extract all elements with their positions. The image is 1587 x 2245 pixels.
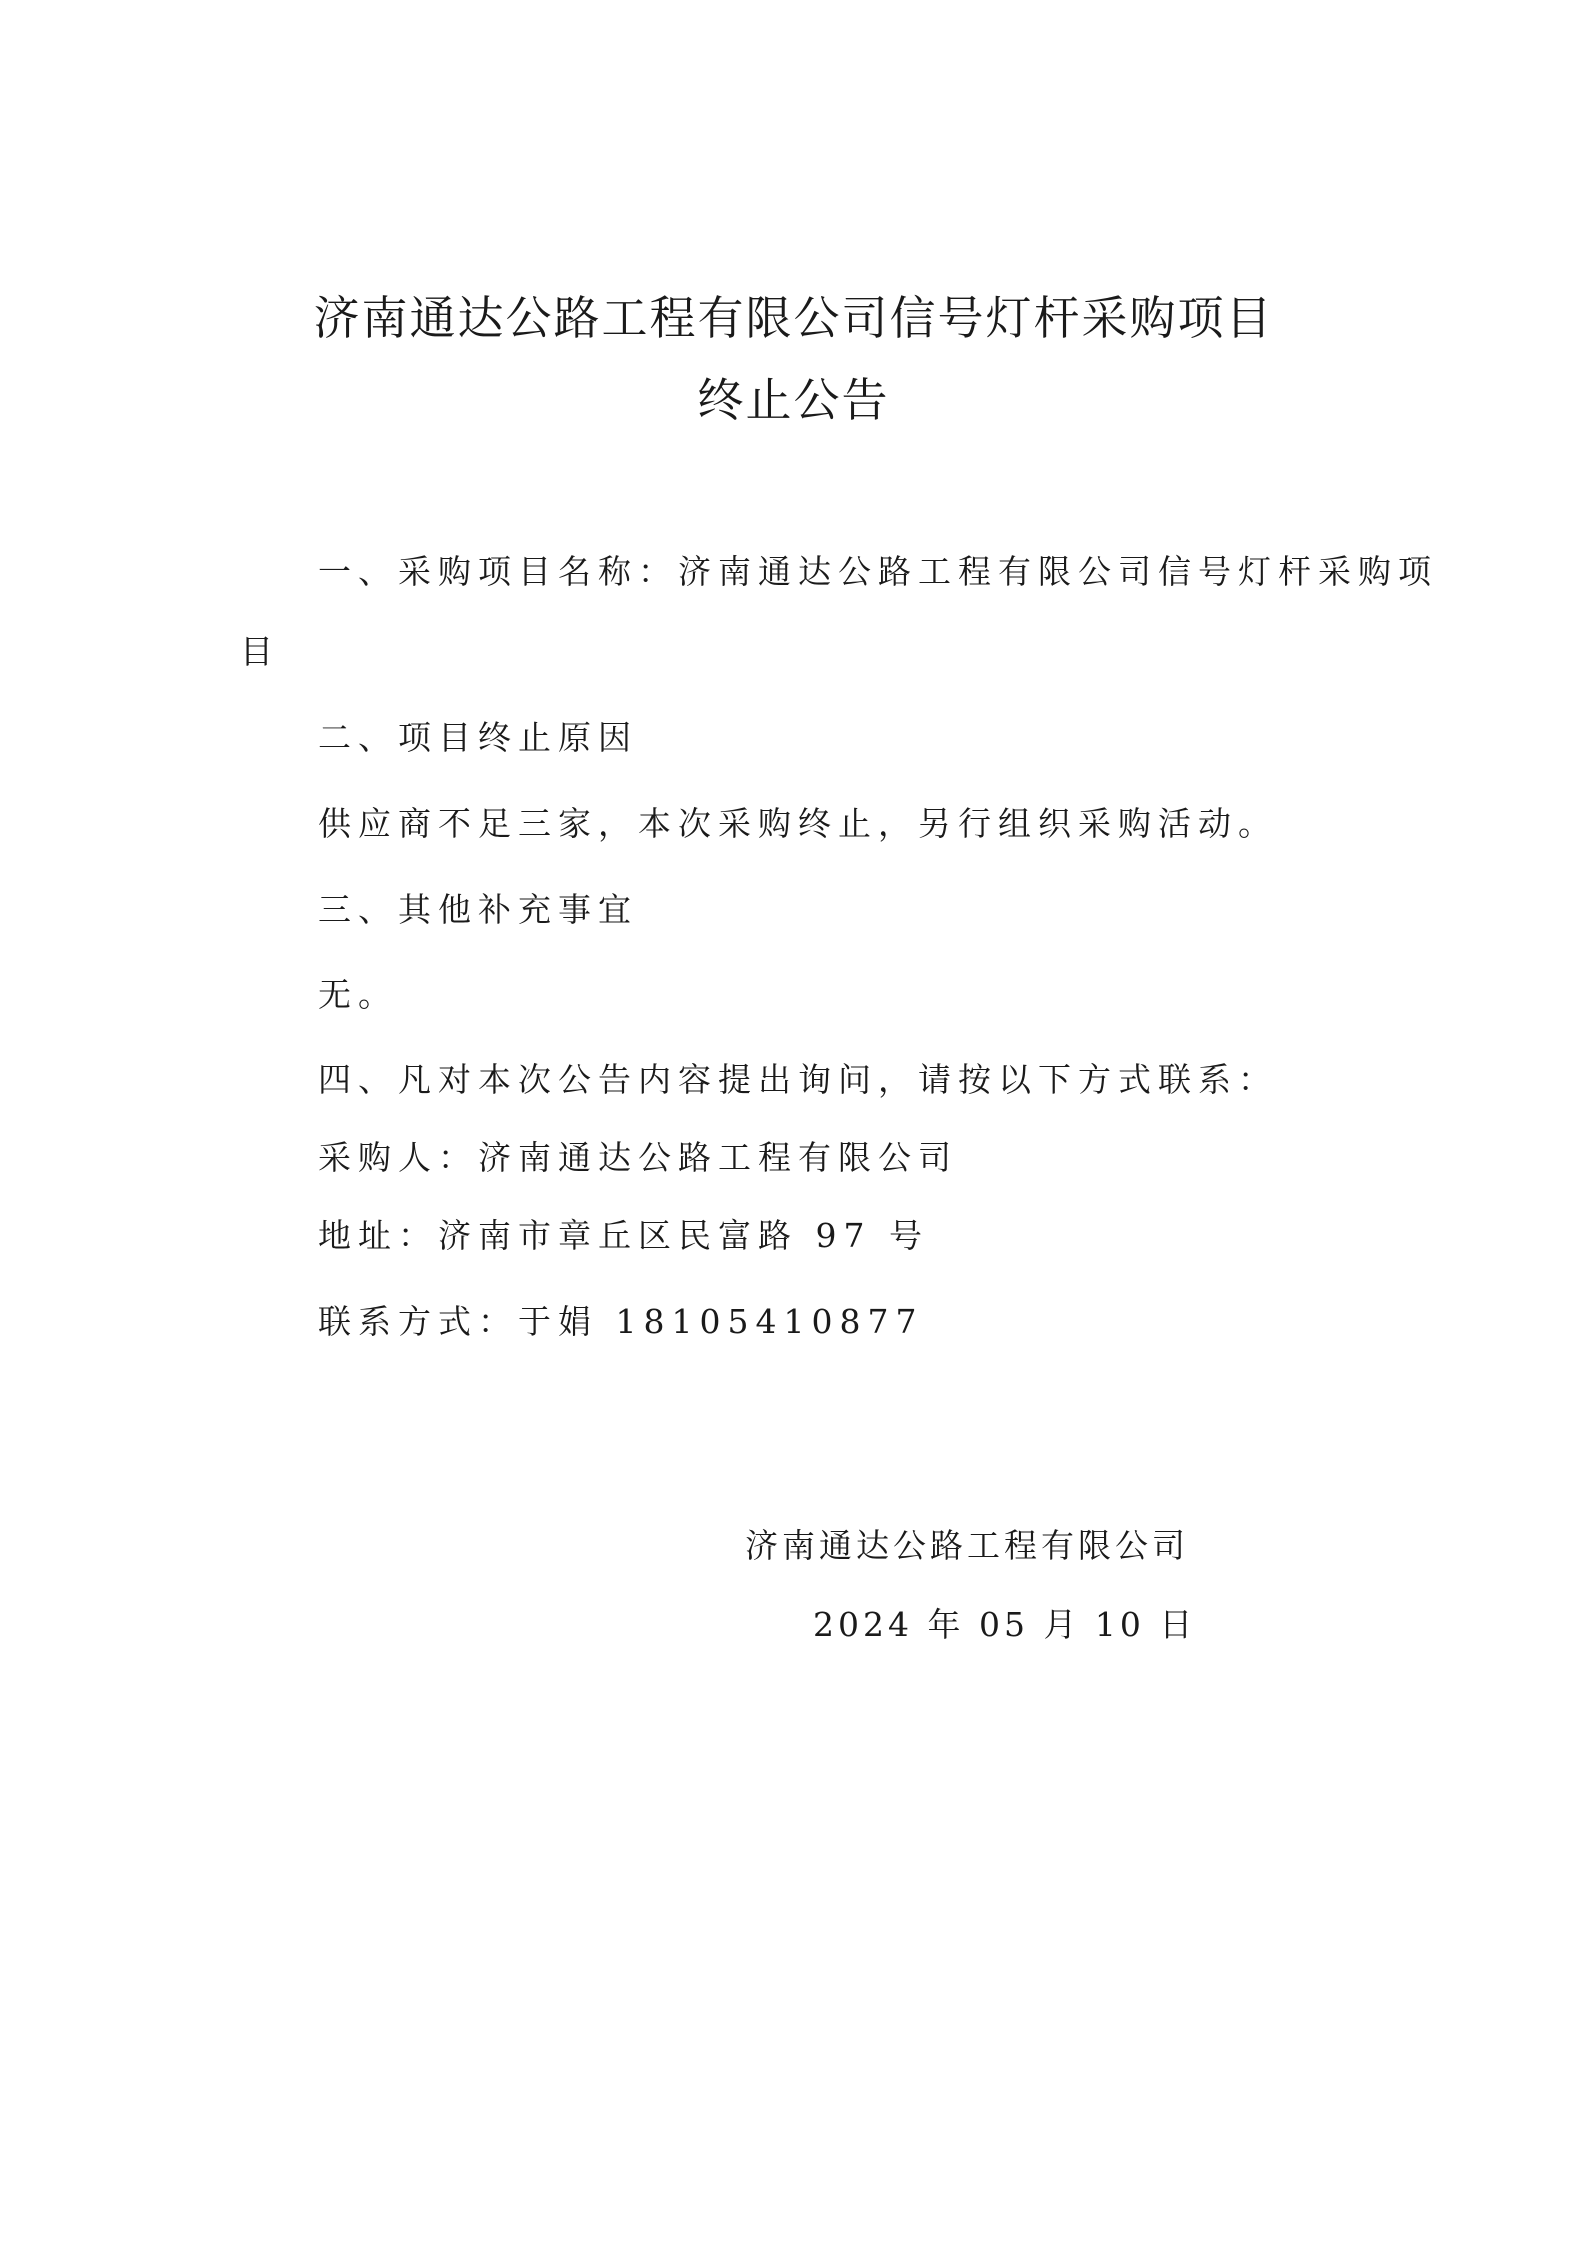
- contact-line: 联系方式：于娟 18105410877: [318, 1302, 924, 1341]
- signoff-date: 2024 年 05 月 10 日: [813, 1605, 1197, 1644]
- document-title-line2: 终止公告: [697, 373, 890, 427]
- item3-content: 无。: [318, 975, 398, 1014]
- address-line: 地址：济南市章丘区民富路 97 号: [318, 1216, 929, 1255]
- item1-procurement-name-continued: 目: [240, 632, 273, 671]
- item1-procurement-name: 一、采购项目名称：济南通达公路工程有限公司信号灯杆采购项: [318, 552, 1438, 591]
- item2-content: 供应商不足三家，本次采购终止，另行组织采购活动。: [318, 804, 1278, 843]
- item4-heading: 四、凡对本次公告内容提出询问，请按以下方式联系：: [318, 1060, 1278, 1099]
- document-title-line1: 济南通达公路工程有限公司信号灯杆采购项目: [313, 291, 1274, 345]
- purchaser-line: 采购人：济南通达公路工程有限公司: [318, 1138, 958, 1177]
- signoff-company: 济南通达公路工程有限公司: [745, 1526, 1189, 1565]
- item2-heading: 二、项目终止原因: [318, 718, 638, 757]
- item3-heading: 三、其他补充事宜: [318, 890, 638, 929]
